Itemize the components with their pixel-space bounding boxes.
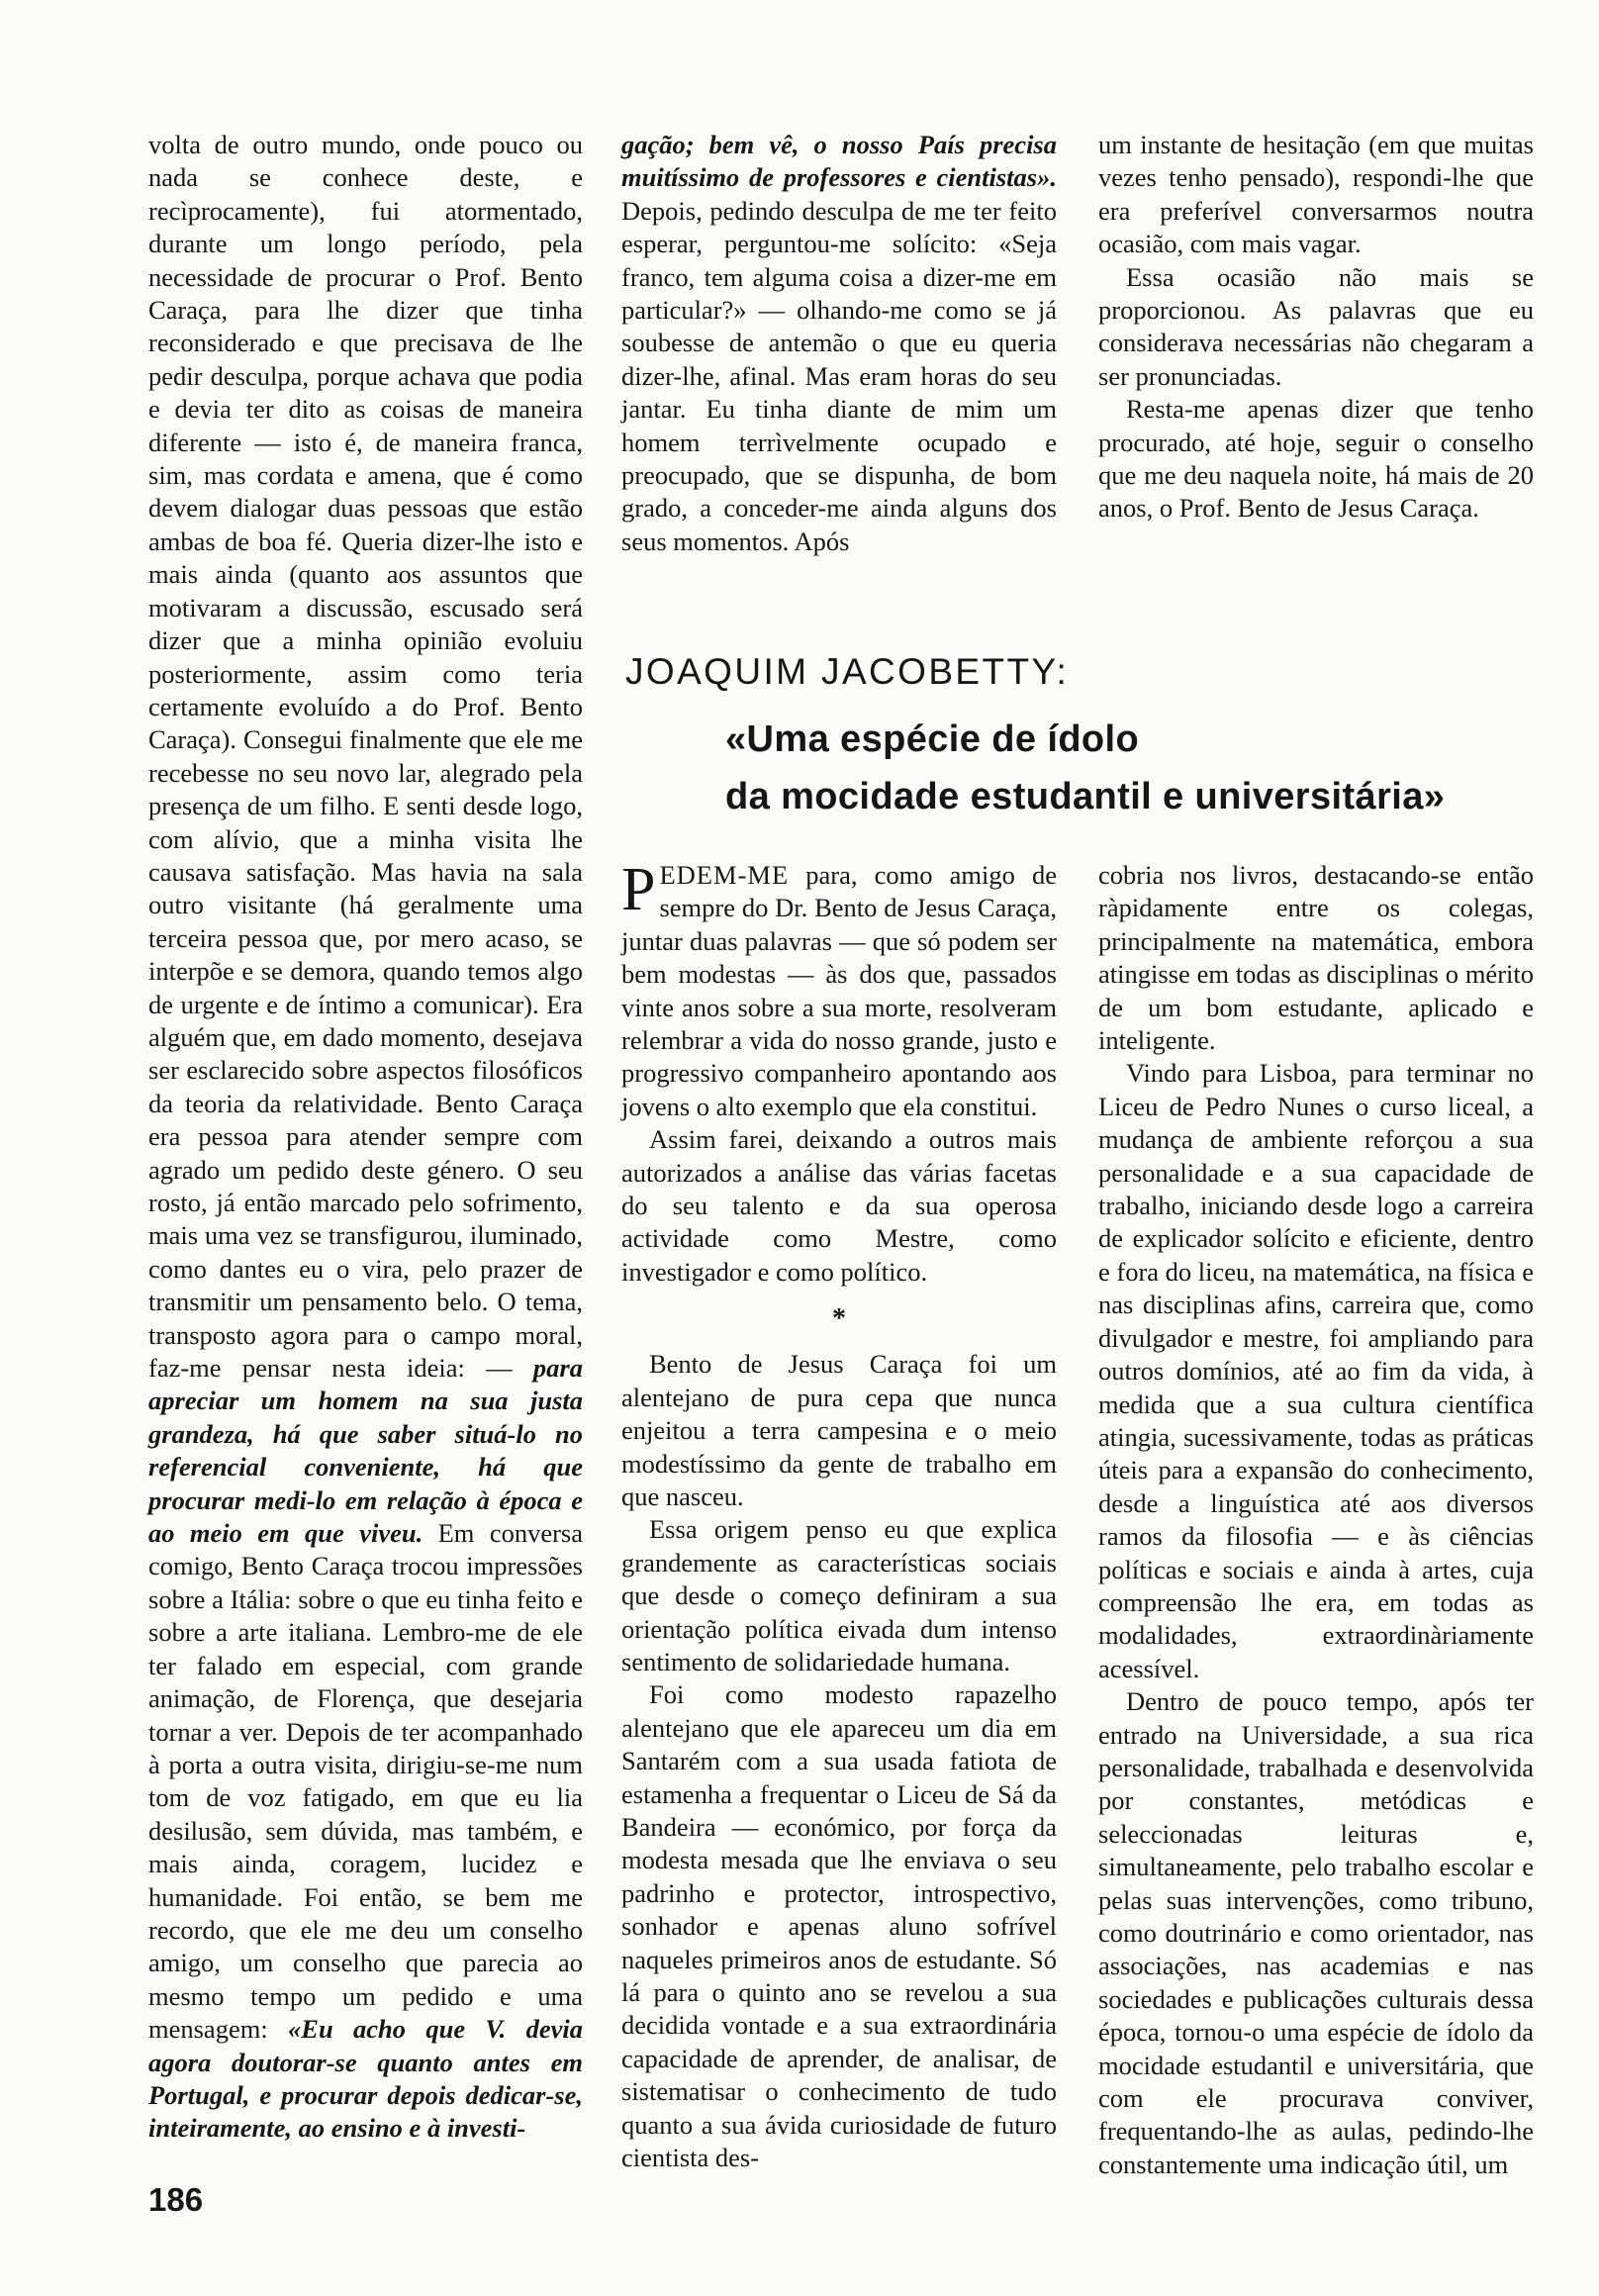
section-separator: * bbox=[832, 1303, 846, 1335]
headline-line: da mocidade estudantil e universitária» bbox=[725, 776, 1446, 817]
body-text: volta de outro mundo, onde pouco ou nada se conhece deste, e recìprocamente), fui atormentado, durante um longo período, pela necessidade de procurar o Prof. Bento Caraça, para lhe dizer que tinha reconsiderado e que precisava de lhe pedir desculpa, porque achava que podia e devia ter dito as coisas de maneira diferente — isto é, de maneira franca, sim, mas cordata e amena, que é como devem dialogar duas pessoas que estão ambas de boa fé. Queria dizer-lhe isto e mais ainda (quanto aos assuntos que motivaram a discussão, escusado será dizer que a minha opinião evoluiu posteriormente, assim como teria certamente evoluído a do Prof. Bento Caraça). Consegui finalmente que ele me recebesse no seu novo lar, alegrado pela presença de um filho. E senti desde logo, com alívio, que a minha visita lhe causava satisfação. Mas havia na sala outro visitante (há geralmente uma terceira pessoa que, por mero acaso, se interpõe e se demora, quando temos algo de urgente e de íntimo a comunicar). Era alguém que, em dado momento, desejava ser esclarecido sobre aspectos filosóficos da teoria da relatividade. Bento Caraça era pessoa para atender sempre com agrado um pedido deste género. O seu rosto, já então marcado pelo sofrimento, mais uma vez se transfigurou, iluminado, como dantes eu o vira, pelo prazer de transmitir um pensamento belo. O tema, transposto agora para o campo moral, faz-me pensar nesta ideia: — bbox=[148, 130, 583, 1384]
body-paragraph: cobria nos livros, destacando-se então ràpidamente entre os colegas, principalmente na matemática, embora atingisse em todas as disciplinas o mérito de um bom estudante, aplicado e inteligente. bbox=[1098, 860, 1534, 1056]
body-paragraph: Foi como modesto rapazelho alentejano que ele apareceu um dia em Santarém com a sua usada fatiota de estamenha a frequentar o Liceu de Sá da Bandeira — económico, por força da modesta mesada que lhe enviava o seu padrinho e protector, introspectivo, sonhador e apenas aluno sofrível naqueles primeiros anos de estudante. Só lá para o quinto ano se revelou a sua decidida vontade e a sua extraordinária capacidade de aprender, de analisar, de sistematisar o conhecimento de tudo quanto a sua ávida curiosidade de futuro cientista des- bbox=[621, 1679, 1057, 2173]
body-text: para, como amigo de sempre do Dr. Bento de Jesus Caraça, juntar duas palavras — que só podem ser bem modestas — às dos que, passados vinte anos sobre a sua morte, resolveram relembrar a vida do nosso grande, justo e progressivo companheiro apontando aos jovens o alto exemplo que ela constitui. bbox=[621, 860, 1057, 1121]
article-column-right-bottom bbox=[1098, 859, 1534, 2181]
body-paragraph: Bento de Jesus Caraça foi um alentejano de pura cepa que nunca enjeitou a terra campesina e o meio modestíssimo da gente de trabalho em que nasceu. bbox=[621, 1349, 1057, 1511]
italic-quote: para apreciar um homem na sua justa grandeza, há que saber situá-lo no referencial conveniente, há que procurar medi-lo em relação à época e ao meio em que viveu. bbox=[148, 1353, 583, 1549]
body-paragraph: Assim farei, deixando a outros mais autorizados a análise das várias facetas do seu talento e da sua operosa actividade como Mestre, como investigador e como político. bbox=[621, 1124, 1057, 1287]
body-paragraph: Vindo para Lisboa, para terminar no Liceu de Pedro Nunes o curso liceal, a mudança de ambiente reforçou a sua personalidade e a sua capacidade de trabalho, iniciando desde logo a carreira de explicador solícito e eficiente, dentro e fora do liceu, na matemática, na física e nas disciplinas afins, carreira que, como divulgador e mestre, foi ampliando para outros domínios, até ao fim da vida, à medida que a sua cultura científica atingia, sucessivamente, todas as práticas úteis para a expansão do conhecimento, desde a linguística até aos diversos ramos da filosofia — e às ciências políticas e sociais e ainda à artes, cuja compreensão lhe era, em todas as modalidades, extraordinàriamente acessível. bbox=[1098, 1058, 1534, 1683]
body-paragraph: Resta-me apenas dizer que tenho procurado, até hoje, seguir o conselho que me deu naquela noite, há mais de 20 anos, o Prof. Bento de Jesus Caraça. bbox=[1098, 394, 1534, 524]
article-column-middle bbox=[621, 129, 1057, 558]
body-paragraph: Essa ocasião não mais se proporcionou. As palavras que eu considerava necessárias não chegaram a ser pronunciadas. bbox=[1098, 261, 1534, 391]
body-text: Depois, pedindo desculpa de me ter feito esperar, perguntou-me solícito: «Seja franco, tem alguma coisa a dizer-me em particular?» — olhando-me como se já soubesse de antemão o que eu queria dizer-lhe, afinal. Mas eram horas do seu jantar. Eu tinha diante de mim um homem terrìvelmente ocupado e preocupado, que se dispunha, de bom grado, a conceder-me ainda alguns dos seus momentos. Após bbox=[621, 195, 1057, 556]
headline-line: «Uma espécie de ídolo bbox=[725, 718, 1140, 760]
article-headline bbox=[725, 711, 1537, 825]
italic-quote: «Eu acho que V. devia agora doutorar-se quanto antes em Portugal, e procurar depois dedicar-se, inteiramente, ao ensino e à investi- bbox=[148, 2014, 583, 2144]
body-paragraph: um instante de hesitação (em que muitas vezes tenho pensado), respondi-lhe que era preferível conversarmos noutra ocasião, com mais vagar. bbox=[1098, 130, 1534, 259]
article-column-left bbox=[148, 129, 583, 2146]
body-paragraph bbox=[148, 129, 583, 2146]
body-paragraph: Essa origem penso eu que explica grandemente as características sociais que desde o começo definiram a sua orientação política eivada dum intenso sentimento de solidariedade humana. bbox=[621, 1514, 1057, 1676]
drop-cap: P bbox=[621, 856, 656, 923]
author-heading: JOAQUIM JACOBETTY: bbox=[625, 651, 1070, 692]
body-paragraph bbox=[621, 856, 1057, 1123]
italic-quote: gação; bem vê, o nosso País precisa muitíssimo de professores e cientistas». bbox=[621, 130, 1057, 193]
body-text: Em conversa comigo, Bento Caraça trocou impressões sobre a Itália: sobre o que eu tinha feito e sobre a arte italiana. Lembro-me de ele ter falado em especial, com grande animação, de Florença, que desejaria tornar a ver. Depois de ter acompanhado à porta a outra visita, dirigiu-se-me num tom de voz fatigado, em que eu lia desilusão, sem dúvida, mas também, e mais ainda, coragem, lucidez e humanidade. Foi então, se bem me recordo, que ele me deu um conselho amigo, um conselho que parecia ao mesmo tempo um pedido e uma mensagem: bbox=[148, 1518, 583, 2045]
article-column-right bbox=[1098, 129, 1534, 526]
body-paragraph bbox=[621, 129, 1057, 558]
article-column-middle-bottom bbox=[621, 856, 1057, 2174]
page-number: 186 bbox=[148, 2181, 204, 2218]
lead-word: EDEM-ME bbox=[659, 860, 790, 890]
body-paragraph: Dentro de pouco tempo, após ter entrado na Universidade, a sua rica personalidade, trabalhada e desenvolvida por constantes, metódicas e seleccionadas leituras e, simultaneamente, pelo trabalho escolar e pelas suas intervenções, como tribuno, como doutrinário e como orientador, nas associações, nas academias e nas sociedades e publicações culturais dessa época, tornou-o uma espécie de ídolo da mocidade estudantil e universitária, que com ele procurava conviver, frequentando-lhe as aulas, pedindo-lhe constantemente uma indicação útil, um bbox=[1098, 1686, 1534, 2179]
